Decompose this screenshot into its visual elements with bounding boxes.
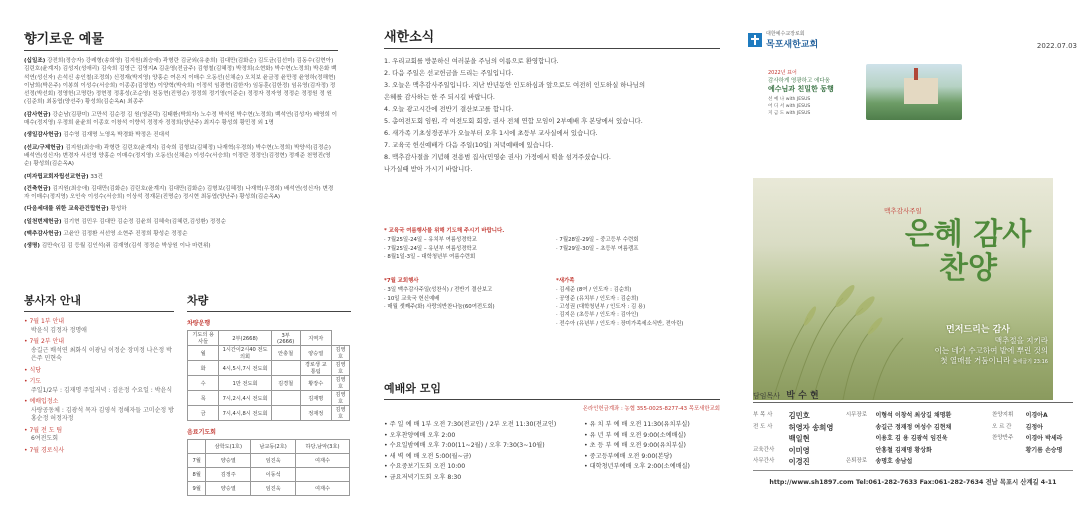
worship-item: • 유 치 부 예 배 오전 11:30(유치부실) [584,421,690,428]
news-item: 6. 새가족 기초성경공부가 오늘부터 오후 1시에 초등부 교사실에서 있습니다. [384,129,598,137]
car-cell: 안충철 [271,346,300,361]
drinks-cell [295,468,349,482]
car-cell [271,406,300,421]
volunteer-label: • 예배입정소 [24,398,59,405]
staff-label: 오 르 간 [992,423,1012,430]
praise-text: 고윤안 김정환 서선영 소현주 진정희 황성순 정정순 [61,231,188,238]
praise-label: (십일조) [24,58,46,64]
staff-name: 백일현 [788,434,810,443]
praise-text: 강순남(김광미) 고만석 김순정 김 원(영준덕) 김태환(박희자) 노수정 박석원 박수현(노정희) 백석연(김성자) 배영희 이매수(정지영) 우정희 윤윤희 이종호 이창석 이향석 정정자 정정희(양난주) 최지수 황성희 황민정 외 1명 [24,111,338,127]
edu-left-list [384,236,548,261]
news-rule [384,48,720,49]
edu-item: · 7월29일-30일 – 초등부 여름캠프 [556,245,639,252]
church-name: 목포새한교회 [766,40,819,50]
elder-names: 이형석 이창석 최상길 채명환 [875,412,952,419]
staff-name: 김정아 [1025,423,1043,431]
event-list [384,286,548,311]
drinks-cell: 이동석 [251,468,296,482]
drinks-header-cell: 삼학도(1호) [206,440,251,454]
volunteer-label: • 7월 1부 안내 [24,318,65,325]
retired-names: 송명호 송남섭 [875,458,913,465]
drinks-header-cell [188,440,206,454]
volunteer-label: • 7월 전 도 팀 [24,426,63,434]
motto-block [768,69,868,117]
car-cell: 7시,2시,4시 전도회 [219,391,271,406]
staff-rule [753,402,1073,403]
volunteer-names: 사랑공동체 : 김광석 목자 김영석 정해자들 고미순정 방홍순정 허정자정 [31,406,174,422]
volunteer-section [24,292,174,458]
volunteer-names: 송길근 배석연 최화식 이광님 이정순 장미정 나은정 박은주 민현숙 [31,346,172,362]
praise-block [24,111,338,128]
praise-block [24,131,338,139]
news-item: 5. 총여전도회 임원, 각 여전도회 회장, 권사 전체 연합 모임이 2부예배 후 본당에서 있습니다. [384,117,643,125]
praise-title: 향기로운 예물 [24,32,104,47]
cover-banner: 먼저드리는 감사 [946,325,1010,335]
drinks-cell: 임진욱 [251,482,296,496]
staff-block [753,410,1073,468]
news-list [384,55,720,175]
car-cell: 정재정 [300,406,331,421]
staff-right-extra: 황기름 손승명 [1025,446,1063,454]
cross-icon [748,33,762,47]
car-cell: 화 [188,361,219,376]
staff-label: 전 도 사 [753,423,773,430]
worship-right-list [584,420,720,483]
car-cell: 김경철 [271,376,300,391]
volunteer-label: • 식당 [24,366,42,374]
church-logo [748,30,818,50]
worship-item: • 초 등 부 예 배 오전 9:00(유치부실) [584,442,686,449]
offering-account: 온라인헌금계좌 : 농협 355-0025-8277-43 목포새한교회 [582,406,720,412]
car-cell: 황장수 [300,376,331,391]
praise-label: (일천번제헌금) [24,218,62,225]
praise-label: (미자립교회자립선교헌금) [24,173,89,180]
car-header-cell: 3부(2666) [271,331,300,346]
volunteer-title: 봉사자 안내 [24,294,81,307]
praise-label: (생일감사헌금) [24,132,62,139]
news-item: 8. 맥추감사절을 기념해 전용범 집사(민영순 권사) 가정에서 떡을 섬겨주셨습니다. [384,153,611,161]
praise-block [24,57,338,107]
edu-item: · 8월1일-3일 – 대학청년부 여름수련회 [384,253,476,260]
volunteer-item [24,338,174,364]
car-cell: 금 [188,406,219,421]
drinks-cell: 양승열 [206,454,251,468]
cover-title: 은혜 감사 찬양 [904,217,1032,286]
praise-text: 김기현 김민우 김대만 김순정 김윤희 김혜숙(김혜린,김성환) 정정순 [61,218,227,225]
motto-sub-line: 지 금 도 with JESUS [768,111,811,116]
praise-label: (건축헌금) [24,185,51,192]
news-item: 은혜를 감사하는 한 주 되시길 바랍니다. [384,93,495,101]
event-title: *7월 교회행사 [384,278,419,285]
edu-right-list [556,236,720,261]
car-section [187,292,351,496]
drinks-header-cell: 남교동(2호) [251,440,296,454]
volunteer-label: • 7월 2부 안내 [24,338,65,345]
praise-block [24,185,338,202]
elder-names: 송길근 정재정 여성수 김현채 [875,423,952,431]
car-cell: 김영호 [331,391,349,406]
drinks-cell: 임진욱 [251,454,296,468]
staff-name: 김민호 [788,411,810,420]
car-cell [271,361,300,376]
motto-line1: 감사하게 영광하고 에다움 [768,78,830,84]
cover-panel [738,0,1091,516]
staff-right-names [1026,410,1073,445]
praise-text: 김지원(최승애) 김대만(김화순) 김린호(윤계지) 김대만(김화순) 김형보(김혜정) 나재혁(우경희) 배석연(성신자) 변경자 이매수(정지영) 오인숙 이성수(서승희) 이상석 정재문(진명순) 정시현 최동엽(양난주) 황성희(김순옥A) [24,185,334,201]
footer-contact: http://www.sh1897.com Tel:061-282-7633 Fax:061-282-7634 전남 목포시 산계길 4-11 [753,470,1073,486]
drinks-header-cell: 하당,남악(3호) [295,440,349,454]
newfamily-item: · 김세준 (8여 / 인도자 : 김순희) [556,287,632,294]
praise-text: 33건 [88,173,103,180]
volunteer-rule [24,311,174,312]
motto-sub [768,96,868,117]
drinks-cell: 8월 [188,468,206,482]
motto-sub-line: 선 예 나 with JESUS [768,97,811,102]
car-row [188,406,350,421]
volunteer-item [24,367,174,376]
staff-left-labels [753,410,789,468]
verse-reference: 출애굽기 23:16 [1012,359,1048,365]
praise-list [24,57,338,251]
drinks-header-row [188,440,350,454]
staff-name: 이경아A [1025,412,1048,419]
event-item: · 10일 교육국 헌신예배 [384,295,440,302]
motto-line2: 예수님과 친밀한 동행 [768,85,834,93]
car-cell: 양승열 [300,346,331,361]
staff-label: 찬양반주 [992,435,1014,441]
volunteer-item [24,427,174,444]
retired-label: 은퇴장로 [845,457,868,464]
volunteer-label: • 7월 경로식사 [24,446,65,454]
volunteer-label: • 기도 [24,378,42,385]
car-header-cell: 2부(2668) [219,331,271,346]
newfamily-item: · 전수아 (유년부 / 인도자 : 장미가족세소식반, 전아린) [556,320,684,327]
car-cell: 7시,4시,8시 전도회 [219,406,271,421]
pastor-name: 박 수 현 [786,391,819,401]
car-cell: 수 [188,376,219,391]
staff-name: 허영자 송희영 [788,422,834,432]
pastor-line [753,388,819,401]
church-photo [866,64,962,120]
praise-block [24,242,338,250]
praise-block [24,230,338,238]
bulletin-date: 2022.07.03 [1036,42,1077,50]
news-item: 4. 오늘 광고시간에 전반기 결산보고를 합니다. [384,105,514,113]
edu-item: · 7월28일-29일 – 중고등부 수련회 [556,237,639,244]
car-cell: 목 [188,391,219,406]
praise-label: (맥추감사헌금) [24,231,62,238]
drinks-cell: 9월 [188,482,206,496]
car-cell: 월 [188,346,219,361]
edu-item: · 7월25일-24일 – 유년부 여름성경학교 [384,245,477,252]
praise-label: (다음세대를 위한 교육관건립헌금) [24,206,109,213]
car-table [187,330,350,421]
car-cell: 김영호 [331,376,349,391]
staff-right-labels [992,410,1026,468]
drinks-cell: 여재수 [295,482,349,496]
praise-text: 김만숙(김 김 등월 김인석(쥐 김재영(김석 정정순 박상원 이나 마련위) [39,243,211,250]
news-item: 나가실때 받아 가시기 바랍니다. [384,165,473,173]
elder-names: 이용호 김 용 김광석 임진욱 [875,435,948,442]
drinks-row [188,454,350,468]
car-row [188,391,350,406]
staff-label: 사무간사 [753,458,775,464]
car-cell: 김재명 [300,391,331,406]
drinks-cell: 7월 [188,454,206,468]
praise-text: 김수영 김재명 노영옥 박경화 박정은 진대석 [61,132,170,139]
verse-line2: 이는 네가 수고하여 밭에 뿌린 것의 [934,346,1048,355]
car-cell: 1만 전도회 [219,376,271,391]
drinks-table [187,439,350,496]
volunteer-item [24,398,174,424]
news-item: 7. 교육국 헌신예배가 다음 주일(10일) 저녁예배에 있습니다. [384,141,554,149]
verse-line3: 첫 열매를 거둠이니라 [940,356,1011,365]
worship-item: • 유 년 부 예 배 오전 9:00(소예배실) [584,431,686,439]
motto-year: 2022년 표어 [768,70,797,76]
denomination: 대한예수교장로회 [766,31,805,37]
volunteer-item [24,378,174,395]
praise-block [24,218,338,226]
edu-title: * 교육국 여름행사를 위해 기도해 주시기 바랍니다. [384,228,505,234]
car-cell: 1시간이2시40 전도의회 [219,346,271,361]
car-cell: 경로생 교통팀 [300,361,331,376]
volunteer-item [24,318,174,335]
worship-left-list [384,420,580,483]
drinks-row [188,482,350,496]
drinks-cell: 여재수 [295,454,349,468]
staff-left-names [789,410,846,468]
car-cell: 김영호 [331,406,349,421]
volunteer-item [24,447,174,456]
staff-label: 교육간사 [753,446,775,453]
motto-sub-line: 어 디 서 with JESUS [768,104,811,109]
worship-item: • 오후찬양예배 오후 2:00 [384,431,456,439]
newfamily-list [556,286,720,327]
worship-rule [384,399,720,400]
volunteer-names: 6여전도회 [31,435,59,442]
event-item: · 3일 맥추감사주일(성찬식) / 전반기 결산보고 [384,287,493,294]
car-rule [187,311,351,312]
events-box [384,277,720,328]
praise-text: 김지원(최승애) 곽형란 김린호(윤계지) 김숙희 김형보(김혜정) 나재혁(우경희) 박수현(노정희) 박양석(김정순) 배석연(성신자) 변경자 서선영 양홍순 이매수(정지영) 오동선(신채순) 이성수(서승희) 이정란 정정인(김정현) 정재준 천명진(영순) 황성희(김순옥A) [24,144,331,168]
news-title: 새한소식 [384,30,435,45]
staff-label [753,433,789,445]
praise-block [24,144,338,169]
left-panel [0,0,352,516]
volunteer-names: 주일1/2부 : 김재명 주일저녁 : 김운정 수요일 : 박윤식 [31,386,173,394]
event-item: · 매월 셋째주(화) 사랑의반찬나눔(60여전도회) [384,304,495,311]
volunteer-list [24,318,174,455]
praise-text: 강전희(정승자) 강레형(송희영) 김지원(최승애) 곽형란 김균외(유춘희) 김대만(김화순) 김도균(김선미) 김동수(김현아) 김린호(윤계지) 김성지(성애리) 김숙희 김영근 김영지A 김운영(전금주) 김형철(김혜정) 박정희(소현화) 박수현(노정희) 박은화 백석연(성신자) 손석신 송인철(조정희) 신정재(박지영) 양홍순 여은지 이매수 오동선(신채순) 오치보 윤금정 윤만정 윤영하(정해현) 이남희(박은주) 이봉희 이성수(서승희) 이종종(김영현) 이양혁(박숙희) 이정석 임광현(김한자) 임동훈(김한정) 임유영(김자정) 정선정(박선회) 정영헌(고명란) 정현정 정홍성(조순영) 천동현(진명순) 정정희 정기영(이준순) 정정자 정자영 정정순 정정원 정 원(김준희) 최동엽(양선주) 황성희(김순옥A) 최종주 [24,58,337,106]
car-header-cell: 기도의 용사들 [188,331,219,346]
car-header-cell: 지역자 [300,331,331,346]
praise-rule [24,50,338,51]
edu-box [384,227,720,261]
worship-item: • 주 일 예 배 1부 오전 7:30(전교인) / 2부 오전 11:30(전교인) [384,421,557,428]
car-cell [271,391,300,406]
car-subtitle: 차량운행 [187,320,211,327]
newfamily-item: · 김지은 (초등부 / 인도자 : 김아인) [556,312,639,319]
worship-item: • 새 벽 예 배 오전 5:00(월~금) [384,452,472,460]
car-cell: 김영호 [331,346,349,361]
drinks-title: 음료기도회 [187,429,216,436]
elders-label: 시무장로 [845,412,868,418]
staff-name: 이경진 [788,457,810,466]
volunteer-names: 박윤식 김정자 정명애 [31,326,87,334]
worship-title: 예배와 모임 [384,382,441,395]
praise-text: 황성하 [108,206,127,213]
drinks-row [188,468,350,482]
praise-label: (생명) [24,243,40,250]
worship-section [384,380,720,483]
newfamily-item: · 고성권 (대학청년부 / 인도자 : 김 용) [556,304,646,311]
newfamily-item: · 공영준 (유치부 / 인도자 : 김순희) [556,295,639,302]
worship-item: • 대학청년부예배 오후 2:00(소예배실) [584,463,690,470]
staff-name: 이경아 박세라 [1025,435,1063,442]
verse-line1: 맥추절을 지키라 [994,336,1048,345]
car-cell: 김영호 [331,361,349,376]
praise-block [24,205,338,213]
news-item: 1. 우리교회를 방문하신 여러분을 주님의 이름으로 환영합니다. [384,57,559,65]
middle-panel [372,0,726,516]
staff-name: 이미영 [788,445,810,455]
car-cell: 4시,5시,7시 전도회 [219,361,271,376]
news-item: 2. 다음 주일은 선교헌금을 드리는 주일입니다. [384,69,514,77]
drinks-cell: 김정주 [206,468,251,482]
worship-item: • 수요일밤예배 오후 7:00(11~2월) / 오후 7:30(3~10월) [384,442,545,449]
worship-item: • 금요저녁기도회 오후 8:30 [384,473,462,481]
car-row [188,346,350,361]
elder-names: 안홍철 김재명 황상화 [875,446,932,454]
worship-item: • 중고등부예배 오전 9:00(본당) [584,452,673,460]
elders-list [875,410,992,456]
staff-label: 찬양지휘 [992,412,1014,418]
praise-label: (선교/구제헌금) [24,144,64,151]
edu-item: · 7월25일-24일 – 유치부 여름성경학교 [384,237,477,244]
newfamily-title: *새가족 [556,278,575,285]
car-row [188,361,350,376]
praise-label: (감사헌금) [24,111,51,118]
drinks-cell: 양승열 [206,482,251,496]
wheat-field-image [753,178,1053,400]
pastor-label: 담임목사 [753,392,781,400]
car-title: 차량 [187,294,209,307]
staff-label: 부 목 사 [753,412,773,418]
news-item: 3. 오늘은 맥추감사주일입니다. 지난 반년동안 인도하심과 앞으로도 여전히 인도하실 하나님의 [384,81,645,89]
car-row [188,376,350,391]
season-label: 맥추감사주일 [884,207,922,215]
car-header-row [188,331,350,346]
worship-item: • 수요중보기도회 오전 10:00 [384,463,466,470]
praise-block [24,173,338,181]
